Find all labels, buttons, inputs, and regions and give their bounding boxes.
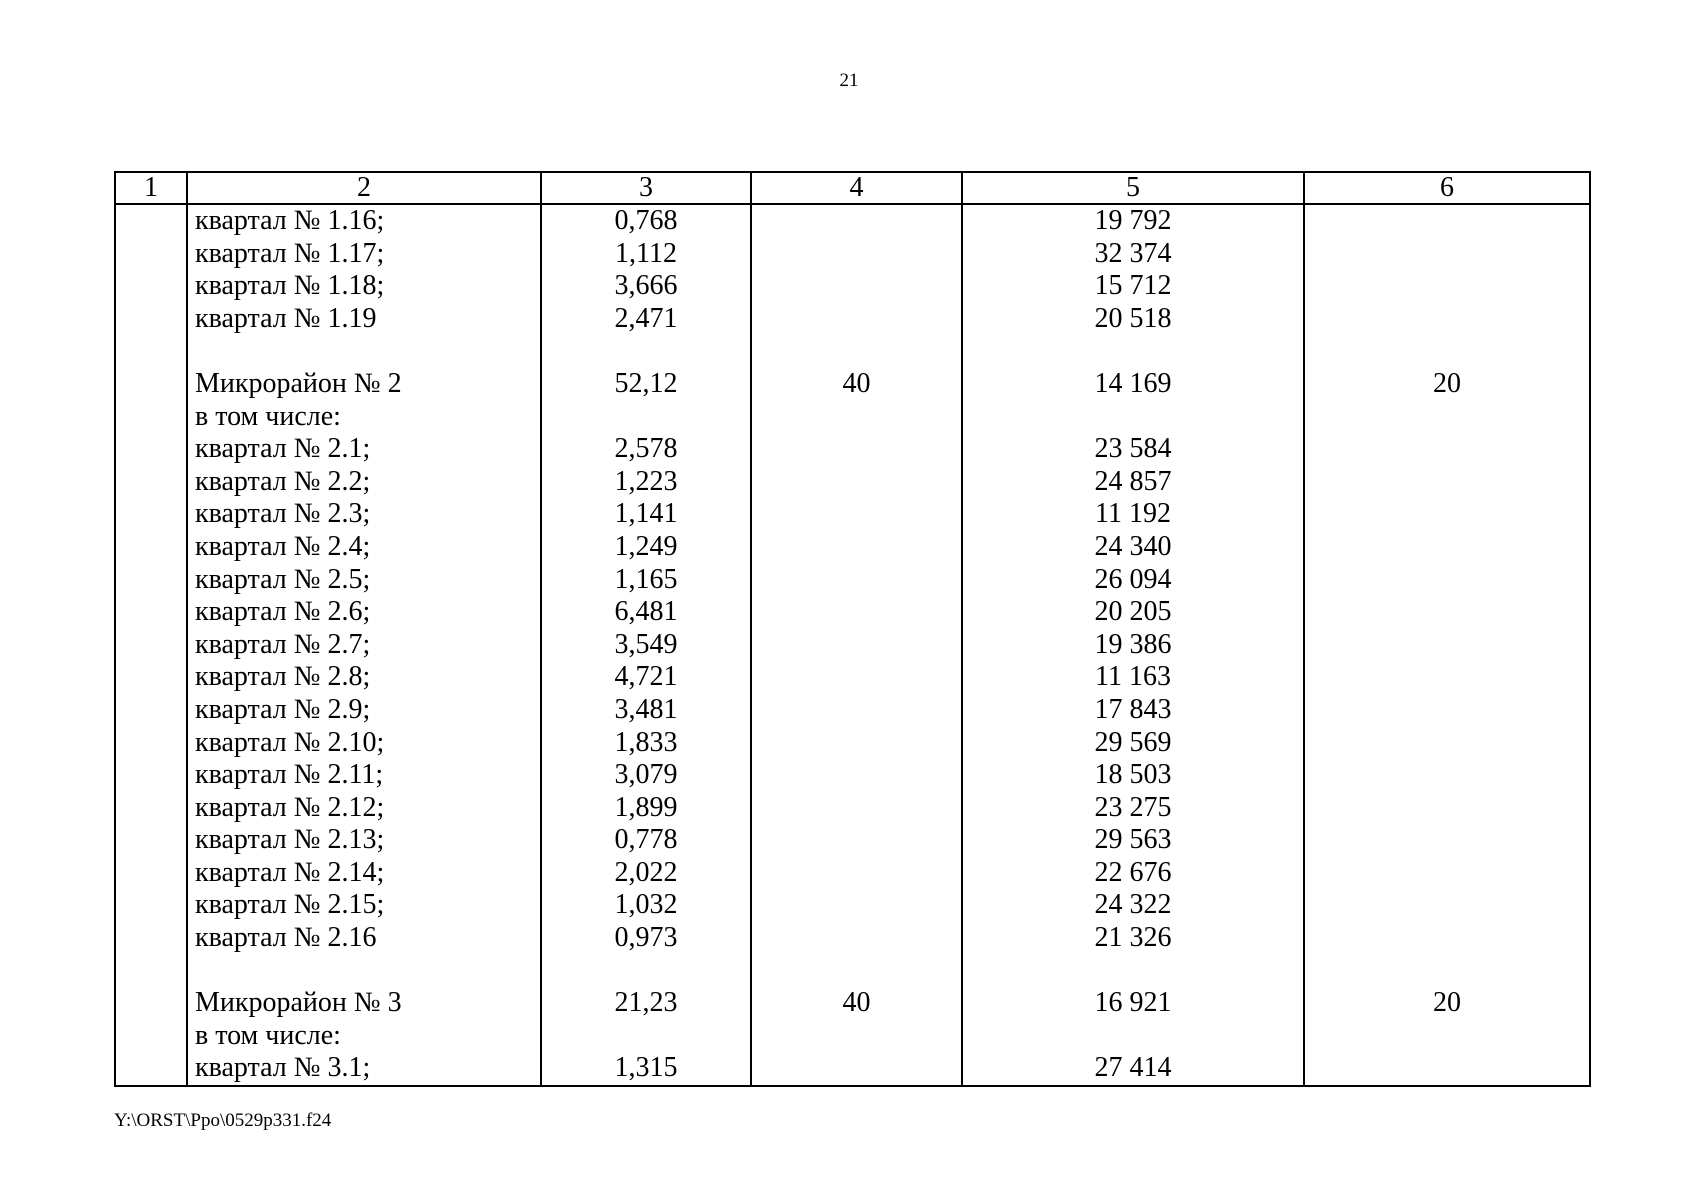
name-cell: Микрорайон № 2 [187, 368, 541, 401]
area-cell: 1,833 [541, 727, 751, 760]
table-row [115, 335, 1590, 368]
value-cell: 15 712 [962, 270, 1304, 303]
name-cell [187, 335, 541, 368]
row-number-cell [115, 792, 187, 825]
name-cell [187, 955, 541, 988]
density-cell [751, 694, 962, 727]
table-row [115, 694, 1590, 727]
table-row [115, 401, 1590, 434]
value-cell: 14 169 [962, 368, 1304, 401]
area-cell [541, 1020, 751, 1053]
area-cell: 3,481 [541, 694, 751, 727]
name-cell: квартал № 2.1; [187, 433, 541, 466]
table-row [115, 1052, 1590, 1086]
density-cell: 40 [751, 987, 962, 1020]
row-number-cell [115, 629, 187, 662]
density-cell [751, 1020, 962, 1053]
density-cell [751, 857, 962, 890]
table-row [115, 596, 1590, 629]
percent-cell [1304, 498, 1590, 531]
file-path-footer: Y:\ORST\Ppo\0529p331.f24 [114, 1110, 332, 1131]
table-row [115, 270, 1590, 303]
area-cell [541, 401, 751, 434]
row-number-cell [115, 433, 187, 466]
name-cell: квартал № 2.9; [187, 694, 541, 727]
area-cell [541, 335, 751, 368]
density-cell [751, 564, 962, 597]
name-cell: квартал № 2.10; [187, 727, 541, 760]
area-cell: 1,249 [541, 531, 751, 564]
name-cell: квартал № 2.6; [187, 596, 541, 629]
percent-cell [1304, 335, 1590, 368]
row-number-cell [115, 498, 187, 531]
row-number-cell [115, 270, 187, 303]
name-cell: квартал № 2.14; [187, 857, 541, 890]
area-cell: 2,022 [541, 857, 751, 890]
table-row [115, 824, 1590, 857]
area-cell: 3,549 [541, 629, 751, 662]
table-row [115, 629, 1590, 662]
value-cell: 24 322 [962, 889, 1304, 922]
density-cell [751, 792, 962, 825]
density-cell [751, 335, 962, 368]
value-cell: 19 386 [962, 629, 1304, 662]
row-number-cell [115, 727, 187, 760]
table-row [115, 531, 1590, 564]
value-cell: 32 374 [962, 238, 1304, 271]
area-cell: 0,768 [541, 204, 751, 238]
row-number-cell [115, 857, 187, 890]
name-cell: в том числе: [187, 401, 541, 434]
value-cell: 11 163 [962, 661, 1304, 694]
density-cell [751, 303, 962, 336]
column-header-4: 4 [751, 172, 962, 204]
table-row [115, 792, 1590, 825]
area-cell: 21,23 [541, 987, 751, 1020]
value-cell: 17 843 [962, 694, 1304, 727]
row-number-cell [115, 466, 187, 499]
column-header-5: 5 [962, 172, 1304, 204]
area-cell: 4,721 [541, 661, 751, 694]
table-row [115, 564, 1590, 597]
row-number-cell [115, 368, 187, 401]
area-cell: 1,165 [541, 564, 751, 597]
column-header-3: 3 [541, 172, 751, 204]
percent-cell [1304, 694, 1590, 727]
percent-cell [1304, 792, 1590, 825]
value-cell [962, 955, 1304, 988]
row-number-cell [115, 694, 187, 727]
area-cell: 2,578 [541, 433, 751, 466]
table-row [115, 368, 1590, 401]
value-cell: 29 563 [962, 824, 1304, 857]
name-cell: Микрорайон № 3 [187, 987, 541, 1020]
name-cell: квартал № 1.17; [187, 238, 541, 271]
density-cell [751, 824, 962, 857]
area-cell: 0,778 [541, 824, 751, 857]
name-cell: квартал № 2.5; [187, 564, 541, 597]
density-cell [751, 759, 962, 792]
area-cell: 0,973 [541, 922, 751, 955]
column-header-1: 1 [115, 172, 187, 204]
area-cell: 1,112 [541, 238, 751, 271]
row-number-cell [115, 238, 187, 271]
row-number-cell [115, 661, 187, 694]
row-number-cell [115, 564, 187, 597]
value-cell: 24 340 [962, 531, 1304, 564]
area-cell: 52,12 [541, 368, 751, 401]
percent-cell [1304, 1052, 1590, 1086]
column-header-6: 6 [1304, 172, 1590, 204]
table-row [115, 466, 1590, 499]
table-row [115, 661, 1590, 694]
value-cell: 20 205 [962, 596, 1304, 629]
value-cell [962, 335, 1304, 368]
name-cell: квартал № 2.4; [187, 531, 541, 564]
row-number-cell [115, 1020, 187, 1053]
table-row [115, 759, 1590, 792]
table-row [115, 922, 1590, 955]
percent-cell [1304, 531, 1590, 564]
percent-cell [1304, 204, 1590, 238]
density-cell [751, 955, 962, 988]
area-cell: 6,481 [541, 596, 751, 629]
percent-cell [1304, 433, 1590, 466]
density-cell [751, 1052, 962, 1086]
table-row [115, 433, 1590, 466]
percent-cell [1304, 922, 1590, 955]
percent-cell [1304, 596, 1590, 629]
density-cell [751, 433, 962, 466]
percent-cell: 20 [1304, 987, 1590, 1020]
name-cell: квартал № 2.15; [187, 889, 541, 922]
table-row [115, 1020, 1590, 1053]
value-cell: 20 518 [962, 303, 1304, 336]
percent-cell [1304, 727, 1590, 760]
name-cell: квартал № 2.16 [187, 922, 541, 955]
name-cell: квартал № 3.1; [187, 1052, 541, 1086]
name-cell: в том числе: [187, 1020, 541, 1053]
value-cell: 11 192 [962, 498, 1304, 531]
row-number-cell [115, 204, 187, 238]
name-cell: квартал № 2.7; [187, 629, 541, 662]
value-cell: 23 584 [962, 433, 1304, 466]
table-row [115, 727, 1590, 760]
value-cell: 29 569 [962, 727, 1304, 760]
area-cell: 1,223 [541, 466, 751, 499]
value-cell: 18 503 [962, 759, 1304, 792]
area-cell: 1,899 [541, 792, 751, 825]
density-cell [751, 498, 962, 531]
value-cell: 22 676 [962, 857, 1304, 890]
table-row [115, 955, 1590, 988]
percent-cell [1304, 629, 1590, 662]
density-cell [751, 238, 962, 271]
percent-cell [1304, 401, 1590, 434]
density-cell [751, 922, 962, 955]
row-number-cell [115, 955, 187, 988]
percent-cell [1304, 824, 1590, 857]
table-row [115, 238, 1590, 271]
percent-cell [1304, 303, 1590, 336]
row-number-cell [115, 401, 187, 434]
percent-cell [1304, 466, 1590, 499]
name-cell: квартал № 2.3; [187, 498, 541, 531]
value-cell: 27 414 [962, 1052, 1304, 1086]
value-cell: 16 921 [962, 987, 1304, 1020]
density-cell [751, 629, 962, 662]
row-number-cell [115, 335, 187, 368]
area-cell: 3,666 [541, 270, 751, 303]
row-number-cell [115, 303, 187, 336]
density-cell [751, 661, 962, 694]
density-cell [751, 889, 962, 922]
density-cell [751, 727, 962, 760]
value-cell: 24 857 [962, 466, 1304, 499]
value-cell [962, 401, 1304, 434]
percent-cell [1304, 889, 1590, 922]
percent-cell: 20 [1304, 368, 1590, 401]
table-header [115, 172, 1590, 204]
header-row [115, 172, 1590, 204]
density-cell [751, 596, 962, 629]
density-cell [751, 531, 962, 564]
area-cell: 3,079 [541, 759, 751, 792]
row-number-cell [115, 922, 187, 955]
row-number-cell [115, 596, 187, 629]
name-cell: квартал № 1.19 [187, 303, 541, 336]
density-cell [751, 204, 962, 238]
table-row [115, 857, 1590, 890]
density-cell: 40 [751, 368, 962, 401]
page-number: 21 [839, 70, 859, 91]
density-cell [751, 466, 962, 499]
name-cell: квартал № 2.13; [187, 824, 541, 857]
area-cell: 1,032 [541, 889, 751, 922]
row-number-cell [115, 759, 187, 792]
table-row [115, 987, 1590, 1020]
row-number-cell [115, 987, 187, 1020]
percent-cell [1304, 857, 1590, 890]
percent-cell [1304, 955, 1590, 988]
row-number-cell [115, 1052, 187, 1086]
name-cell: квартал № 1.18; [187, 270, 541, 303]
name-cell: квартал № 2.8; [187, 661, 541, 694]
density-cell [751, 270, 962, 303]
percent-cell [1304, 238, 1590, 271]
percent-cell [1304, 759, 1590, 792]
name-cell: квартал № 1.16; [187, 204, 541, 238]
value-cell: 21 326 [962, 922, 1304, 955]
value-cell: 19 792 [962, 204, 1304, 238]
row-number-cell [115, 824, 187, 857]
value-cell: 23 275 [962, 792, 1304, 825]
area-cell: 2,471 [541, 303, 751, 336]
percent-cell [1304, 564, 1590, 597]
value-cell: 26 094 [962, 564, 1304, 597]
table-row [115, 889, 1590, 922]
name-cell: квартал № 2.2; [187, 466, 541, 499]
area-cell: 1,141 [541, 498, 751, 531]
table-row [115, 498, 1590, 531]
percent-cell [1304, 661, 1590, 694]
name-cell: квартал № 2.12; [187, 792, 541, 825]
column-header-2: 2 [187, 172, 541, 204]
area-cell: 1,315 [541, 1052, 751, 1086]
name-cell: квартал № 2.11; [187, 759, 541, 792]
value-cell [962, 1020, 1304, 1053]
row-number-cell [115, 531, 187, 564]
density-cell [751, 401, 962, 434]
row-number-cell [115, 889, 187, 922]
table-row [115, 204, 1590, 238]
percent-cell [1304, 270, 1590, 303]
percent-cell [1304, 1020, 1590, 1053]
table-row [115, 303, 1590, 336]
area-cell [541, 955, 751, 988]
table-body [115, 204, 1590, 1086]
data-table [114, 171, 1591, 1087]
